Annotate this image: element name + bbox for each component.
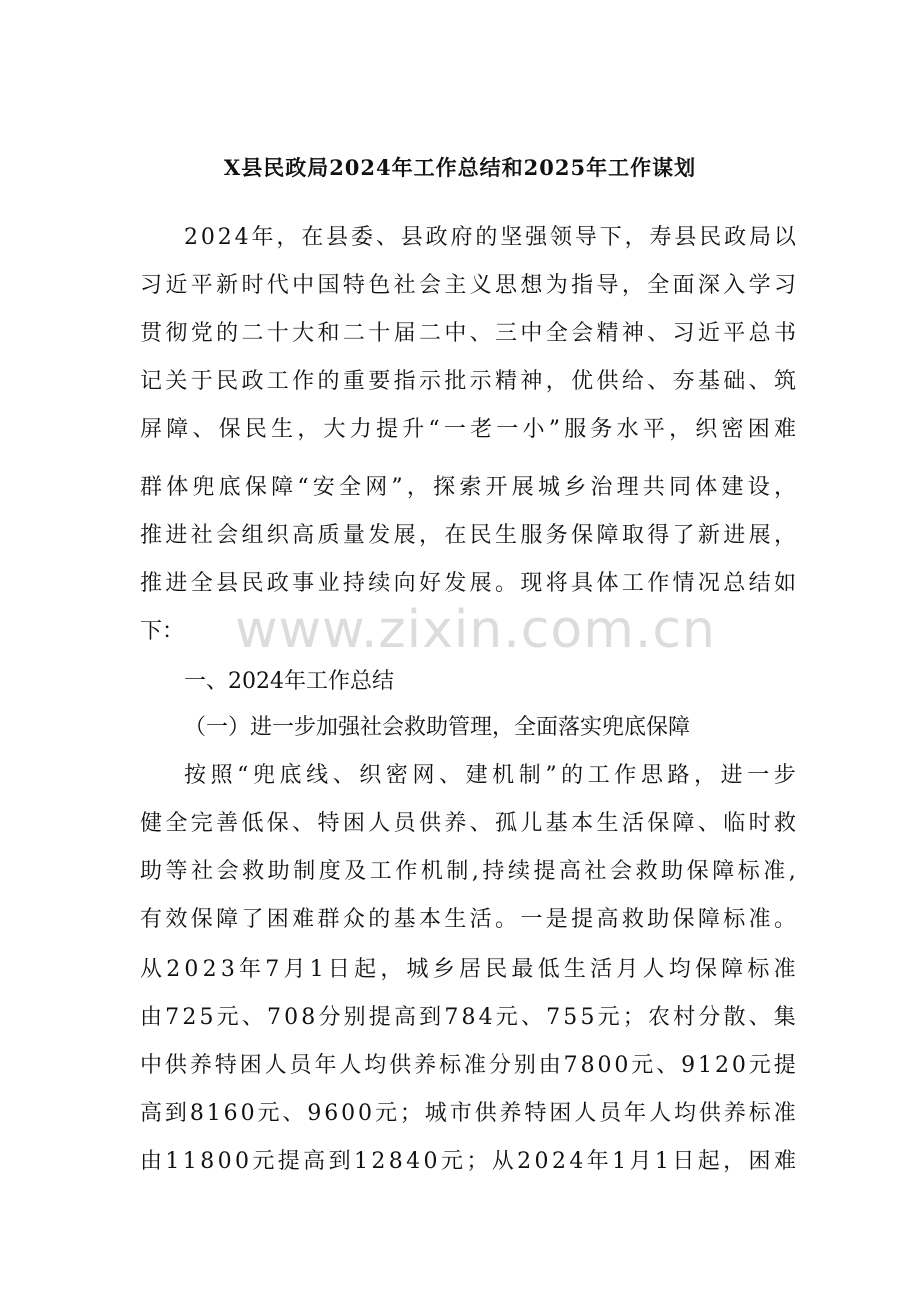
paragraph-line: 由 7 2 5 元 、 7 0 8 分 别 提 高 到 7 8 4 元 、 7 5 5 元 ； 农 村 分 散 、 集	[140, 1005, 796, 1030]
paragraph-line: 从 2 0 2 3 年 7 月 1 日 起 ， 城 乡 居 民 最 低 生 活 月 人 均 保 障 标 准	[140, 957, 796, 982]
paragraph-line: 推 进 社 会 组 织 高 质 量 发 展 ， 在 民 生 服 务 保 障 取 得 了 新 进 展 ，	[140, 523, 796, 548]
paragraph-line: 健 全 完 善 低 保 、 特 困 人 员 供 养 、 孤 儿 基 本 生 活 保 障 、 临 时 救	[140, 811, 796, 836]
paragraph-line: 下：	[140, 619, 185, 644]
paragraph-line: 由 1 1 8 0 0 元 提 高 到 1 2 8 4 0 元 ； 从 2 0 2 4 年 1 月 1 日 起 ， 困 难	[140, 1149, 796, 1174]
paragraph-line: 贯 彻 党 的 二 十 大 和 二 十 届 二 中 、 三 中 全 会 精 神 、 习 近 平 总 书	[140, 321, 796, 346]
paragraph-line: 记 关 于 民 政 工 作 的 重 要 指 示 批 示 精 神 ， 优 供 给 、 夯 基 础 、 筑	[140, 369, 796, 394]
paragraph-line: 习 近 平 新 时 代 中 国 特 色 社 会 主 义 思 想 为 指 导 ， 全 面 深 入 学 习	[140, 273, 796, 298]
document-title: X县民政局2024年工作总结和2025年工作谋划	[223, 155, 697, 180]
paragraph-line: 推 进 全 县 民 政 事 业 持 续 向 好 发 展 。 现 将 具 体 工 作 情 况 总 结 如	[140, 571, 796, 596]
paragraph-line: 有 效 保 障 了 困 难 群 众 的 基 本 生 活 。 一 是 提 高 救 助 保 障 标 准 。	[140, 907, 796, 932]
watermark: www.zixin.com.cn	[235, 600, 716, 660]
section-heading: 一、2024年工作总结	[184, 669, 394, 694]
paragraph-line: 群 体 兜 底 保 障 “ 安 全 网 ” ， 探 索 开 展 城 乡 治 理 共 同 体 建 设 ，	[140, 475, 796, 500]
paragraph-line: 屏 障 、 保 民 生 ， 大 力 提 升 “ 一 老 一 小 ” 服 务 水 平 ， 织 密 困 难	[140, 417, 796, 442]
paragraph-line: 中 供 养 特 困 人 员 年 人 均 供 养 标 准 分 别 由 7 8 0 0 元 、 9 1 2 0 元 提	[140, 1053, 796, 1078]
paragraph-line: 2 0 2 4 年 ， 在 县 委 、 县 政 府 的 坚 强 领 导 下 ， 寿 县 民 政 局 以	[184, 225, 796, 250]
paragraph-line: 按 照 “ 兜 底 线 、 织 密 网 、 建 机 制 ” 的 工 作 思 路 ， 进 一 步	[184, 763, 796, 788]
paragraph-line: 高 到 8 1 6 0 元 、 9 6 0 0 元 ； 城 市 供 养 特 困 人 员 年 人 均 供 养 标 准	[140, 1101, 796, 1126]
subsection-heading: （一）进一步加强社会救助管理，全面落实兜底保障	[184, 715, 691, 740]
paragraph-line: 助 等 社 会 救 助 制 度 及 工 作 机 制 , 持 续 提 高 社 会 救 助 保 障 标 准 ,	[140, 859, 796, 884]
